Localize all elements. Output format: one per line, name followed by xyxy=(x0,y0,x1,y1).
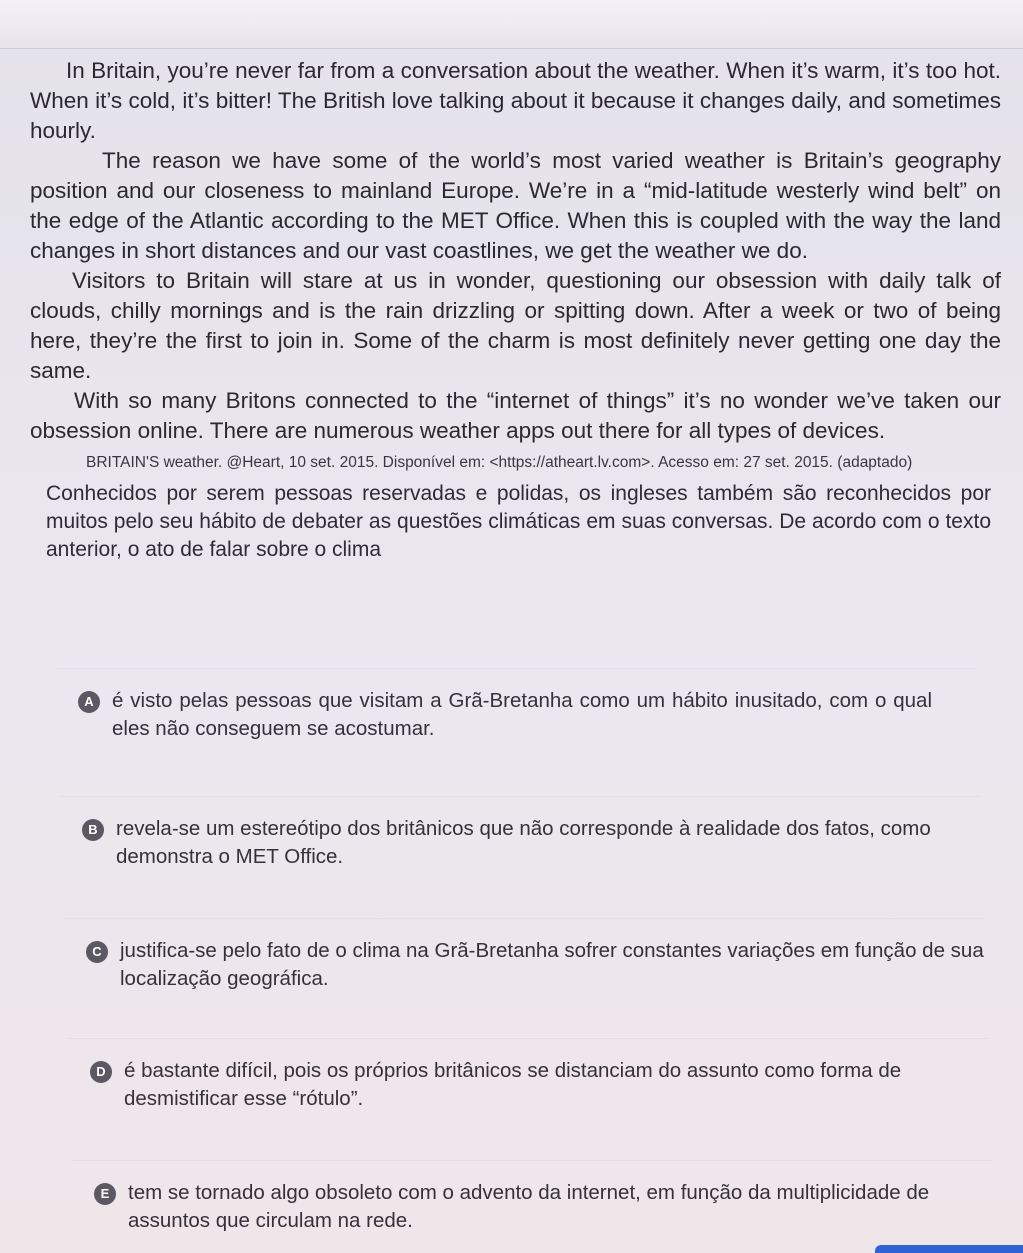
option-text-a: é visto pelas pessoas que visitam a Grã-Bretanha como um hábito inusitado, com o qual eles não conseguem se acostumar. xyxy=(112,689,932,740)
passage-paragraph-3: Visitors to Britain will stare at us in wonder, questioning our obsession with daily talk of clouds, chilly mornings and is the rain drizzling or spitting down. After a week or two of being here, they’re the first to join in. Some of the charm is most definitely never getting one day the same. xyxy=(30,268,1001,383)
passage-paragraph-2: The reason we have some of the world’s most varied weather is Britain’s geography position and our closeness to mainland Europe. We’re in a “mid-latitude westerly wind belt” on the edge of the Atlantic according to the MET Office. When this is coupled with the way the land changes in short distances and our vast coastlines, we get the weather we do. xyxy=(30,148,1001,263)
passage-paragraph-4: With so many Britons connected to the “internet of things” it’s no wonder we’ve taken our obsession online. There are numerous weather apps out there for all types of devices. xyxy=(30,388,1001,443)
reading-passage xyxy=(30,56,1001,446)
passage-paragraph-1: In Britain, you’re never far from a conversation about the weather. When it’s warm, it’s too hot. When it’s cold, it’s bitter! The British love talking about it because it changes daily, and sometimes hourly. xyxy=(30,58,1001,143)
option-letter-c: C xyxy=(86,941,108,963)
question-stem: Conhecidos por serem pessoas reservadas e polidas, os ingleses também são reconhecidos por muitos pelo seu hábito de debater as questões climáticas em suas conversas. De acordo com o texto anterior, o ato de falar sobre o clima xyxy=(46,482,991,561)
option-e[interactable] xyxy=(72,1160,992,1235)
option-letter-a: A xyxy=(78,691,100,713)
top-toolbar-strip xyxy=(0,0,1023,49)
option-text-e: tem se tornado algo obsoleto com o advento da internet, em função da multiplicidade de assuntos que circulam na rede. xyxy=(128,1181,930,1232)
option-text-c: justifica-se pelo fato de o clima na Grã-Bretanha sofrer constantes variações em função de sua localização geográfica. xyxy=(120,939,984,990)
option-b[interactable] xyxy=(60,796,980,871)
source-citation: BRITAIN'S weather. @Heart, 10 set. 2015. Disponível em: <https://atheart.lv.com>. Acesso em: 27 set. 2015. (adaptado) xyxy=(86,454,913,471)
option-text-d: é bastante difícil, pois os próprios britânicos se distanciam do assunto como forma de desmistificar esse “rótulo”. xyxy=(124,1059,902,1110)
option-text-b: revela-se um estereótipo dos britânicos que não corresponde à realidade dos fatos, como demonstra o MET Office. xyxy=(116,817,931,868)
option-c[interactable] xyxy=(64,918,984,993)
option-letter-e: E xyxy=(94,1183,116,1205)
option-d[interactable] xyxy=(68,1038,988,1113)
option-a[interactable] xyxy=(56,668,976,743)
option-letter-d: D xyxy=(90,1061,112,1083)
option-letter-b: B xyxy=(82,819,104,841)
next-button[interactable] xyxy=(875,1245,1023,1253)
